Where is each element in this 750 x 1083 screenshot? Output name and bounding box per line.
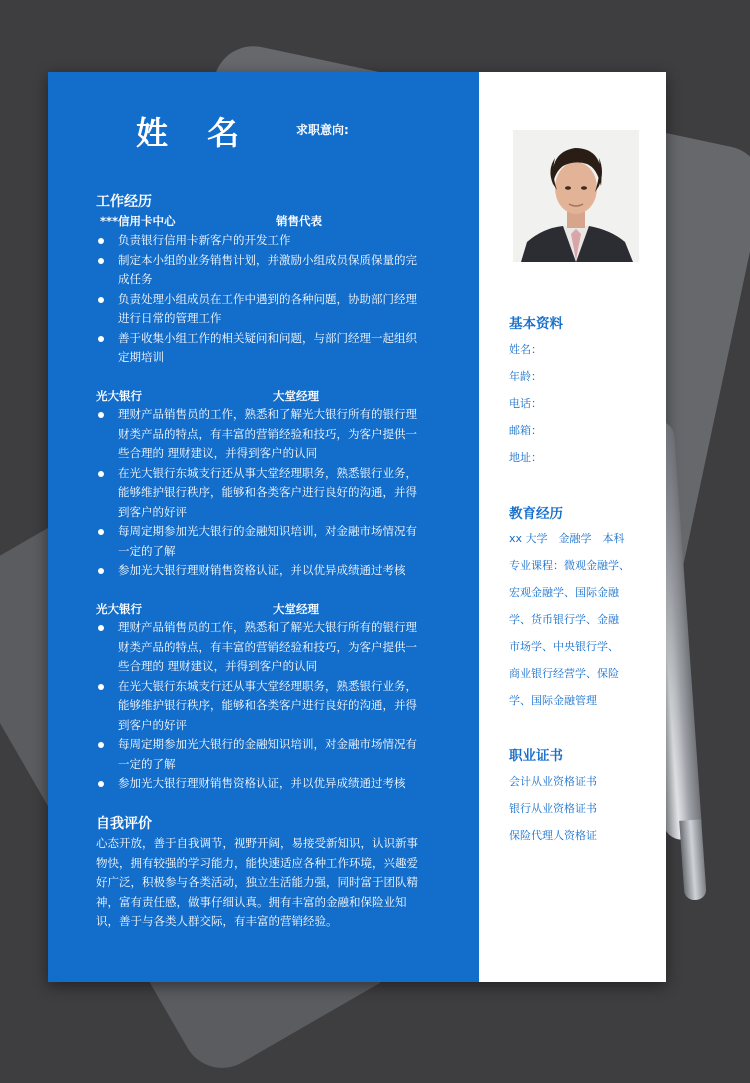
education-title: 教育经历 <box>509 506 563 522</box>
candidate-name: 姓 名 <box>136 114 254 152</box>
job-3-duties <box>96 618 426 794</box>
list-item: 理财产品销售员的工作，熟悉和了解光大银行所有的银行理财类产品的特点，有丰富的营销经验和技巧，为客户提供一些合理的 理财建议，并得到客户的认同 <box>96 618 426 677</box>
background-pen-tip <box>679 819 707 900</box>
self-eval-title: 自我评价 <box>96 816 152 832</box>
job-1-duties <box>96 231 426 368</box>
list-item: 在光大银行东城支行还从事大堂经理职务，熟悉银行业务，能够维护银行秩序，能够和各类客户进行良好的沟通，并得到客户的好评 <box>96 677 426 736</box>
basic-name-label: 姓名： <box>509 343 542 356</box>
bullet-icon <box>98 568 104 574</box>
resume-sheet <box>48 72 666 982</box>
bullet-icon <box>98 781 104 787</box>
job-3-company: 光大银行 <box>96 602 142 616</box>
basic-email-label: 邮箱： <box>509 424 542 437</box>
basic-info-title: 基本资料 <box>509 316 563 332</box>
list-item: 参加光大银行理财销售资格认证，并以优异成绩通过考核 <box>96 561 426 581</box>
list-item: 每周定期参加光大银行的金融知识培训，对金融市场情况有一定的了解 <box>96 735 426 774</box>
list-item: 负责处理小组成员在工作中遇到的各种问题，协助部门经理进行日常的管理工作 <box>96 290 426 329</box>
job-intent-label: 求职意向: <box>296 123 349 137</box>
list-item: 善于收集小组工作的相关疑问和问题，与部门经理一起组织定期培训 <box>96 329 426 368</box>
bullet-icon <box>98 336 104 342</box>
bullet-icon <box>98 238 104 244</box>
list-item: 参加光大银行理财销售资格认证，并以优异成绩通过考核 <box>96 774 426 794</box>
list-item: 在光大银行东城支行还从事大堂经理职务，熟悉银行业务，能够维护银行秩序，能够和各类客户进行良好的沟通，并得到客户的好评 <box>96 464 426 523</box>
job-2-position: 大堂经理 <box>273 389 319 403</box>
education-line: 学、货币银行学、金融 <box>509 613 619 626</box>
education-line: xx 大学 金融学 本科 <box>509 532 625 545</box>
list-item: 制定本小组的业务销售计划，并激励小组成员保质保量的完成任务 <box>96 251 426 290</box>
basic-age-label: 年龄： <box>509 370 542 383</box>
list-item: 负责银行信用卡新客户的开发工作 <box>96 231 426 251</box>
job-3-position: 大堂经理 <box>273 602 319 616</box>
self-eval-text: 心态开放，善于自我调节，视野开阔，易接受新知识，认识新事物快，拥有较强的学习能力，能快速适应各种工作环境，兴趣爱好广泛，积极参与各类活动，独立生活能力强，同时富于团队精神，富有责任感，做事仔细认真。拥有丰富的金融和保险业知识，善于与各类人群交际，有丰富的营销经验。 <box>96 836 418 929</box>
certificates-title: 职业证书 <box>509 748 563 764</box>
education-line: 专业课程：微观金融学、 <box>509 559 630 572</box>
job-2-duties <box>96 405 426 581</box>
bullet-icon <box>98 684 104 690</box>
work-section-title: 工作经历 <box>96 194 152 210</box>
list-item: 每周定期参加光大银行的金融知识培训，对金融市场情况有一定的了解 <box>96 522 426 561</box>
basic-phone-label: 电话： <box>509 397 542 410</box>
list-item: 理财产品销售员的工作，熟悉和了解光大银行所有的银行理财类产品的特点，有丰富的营销经验和技巧，为客户提供一些合理的 理财建议，并得到客户的认同 <box>96 405 426 464</box>
education-line: 商业银行经营学、保险 <box>509 667 619 680</box>
certificate-item: 保险代理人资格证 <box>509 829 597 842</box>
certificate-item: 会计从业资格证书 <box>509 775 597 788</box>
bullet-icon <box>98 412 104 418</box>
education-line: 宏观金融学、国际金融 <box>509 586 619 599</box>
portrait-image <box>513 130 639 262</box>
left-column <box>48 72 479 982</box>
certificate-item: 银行从业资格证书 <box>509 802 597 815</box>
bullet-icon <box>98 258 104 264</box>
job-1-position: 销售代表 <box>276 214 322 228</box>
bullet-icon <box>98 742 104 748</box>
profile-photo <box>513 130 639 262</box>
basic-address-label: 地址： <box>509 451 542 464</box>
right-column <box>479 72 666 982</box>
bullet-icon <box>98 625 104 631</box>
education-line: 学、国际金融管理 <box>509 694 597 707</box>
bullet-icon <box>98 297 104 303</box>
job-2-company: 光大银行 <box>96 389 142 403</box>
job-1-company: ***信用卡中心 <box>100 214 176 228</box>
bullet-icon <box>98 529 104 535</box>
education-line: 市场学、中央银行学、 <box>509 640 619 653</box>
bullet-icon <box>98 471 104 477</box>
